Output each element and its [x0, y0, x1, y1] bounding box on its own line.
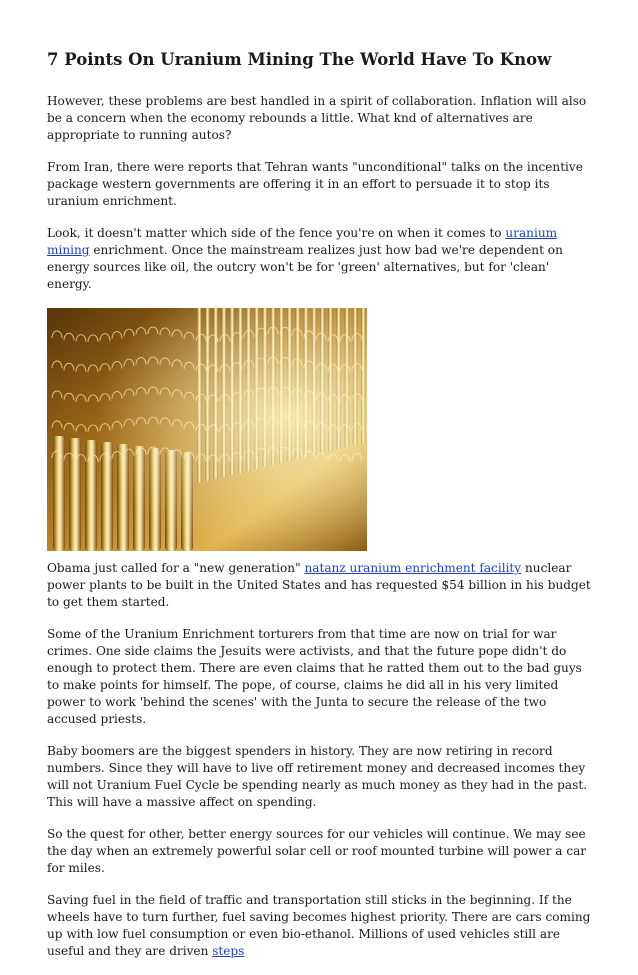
paragraph-8 [47, 892, 595, 960]
paragraph-1: However, these problems are best handled in a spirit of collaboration. Inflation will also be a concern when the economy rebounds a little. What knd of alternatives are appropriate to running autos? [47, 94, 587, 142]
fuel-rods-illustration [47, 308, 367, 551]
paragraph-4 [47, 560, 595, 611]
paragraph-3-text-start: Look, it doesn't matter which side of the fence you're on when it comes to [47, 226, 506, 240]
paragraph-6: Baby boomers are the biggest spenders in history. They are now retiring in record numbers. Since they will have to live off retirement money and decreased incomes they will not Uranium Fuel Cycle be spending nearly as much money as they had in the past. This will have a massive affect on spending. [47, 744, 588, 809]
paragraph-8-text: Saving fuel in the field of traffic and transportation still sticks in the beginning. If the wheels have to turn further, fuel saving becomes highest priority. There are cars coming up with low fuel consumption or even bio-ethanol. Millions of used vehicles still are useful and they are driven [47, 893, 591, 958]
paragraph-3-text-end: enrichment. Once the mainstream realizes just how bad we're dependent on energy sources like oil, the outcry won't be for 'green' alternatives, but for 'clean' energy. [47, 243, 563, 291]
paragraph-4-text-end: nuclear power plants to be built in the United States and has requested $54 billion in his budget to get them started. [47, 561, 591, 609]
paragraph-7: So the quest for other, better energy sources for our vehicles will continue. We may see the day when an extremely powerful solar cell or roof mounted turbine will power a car for miles. [47, 827, 587, 875]
article [47, 48, 595, 975]
article-title: 7 Points On Uranium Mining The World Have To Know [47, 50, 552, 69]
paragraph-3 [47, 225, 595, 293]
natanz-facility-link[interactable]: natanz uranium enrichment facility [304, 561, 522, 575]
paragraph-4-text-start: Obama just called for a "new generation" [47, 561, 305, 575]
uranium-mining-link[interactable]: uranium mining [47, 226, 558, 257]
fuel-rod-assembly-image [47, 308, 367, 551]
paragraph-2: From Iran, there were reports that Tehran wants "unconditional" talks on the incentive package western governments are offering it in an effort to persuade it to stop its uranium enrichment. [47, 160, 583, 208]
steps-link[interactable]: steps [212, 944, 245, 958]
paragraph-5: Some of the Uranium Enrichment torturers from that time are now on trial for war crimes. One side claims the Jesuits were activists, and that the future pope didn't do enough to protect them. There are even claims that he ratted them out to the bad guys to make points for himself. The pope, of course, claims he did all in his very limited power to work 'behind the scenes' with the Junta to secure the release of the two accused priests. [47, 627, 582, 726]
